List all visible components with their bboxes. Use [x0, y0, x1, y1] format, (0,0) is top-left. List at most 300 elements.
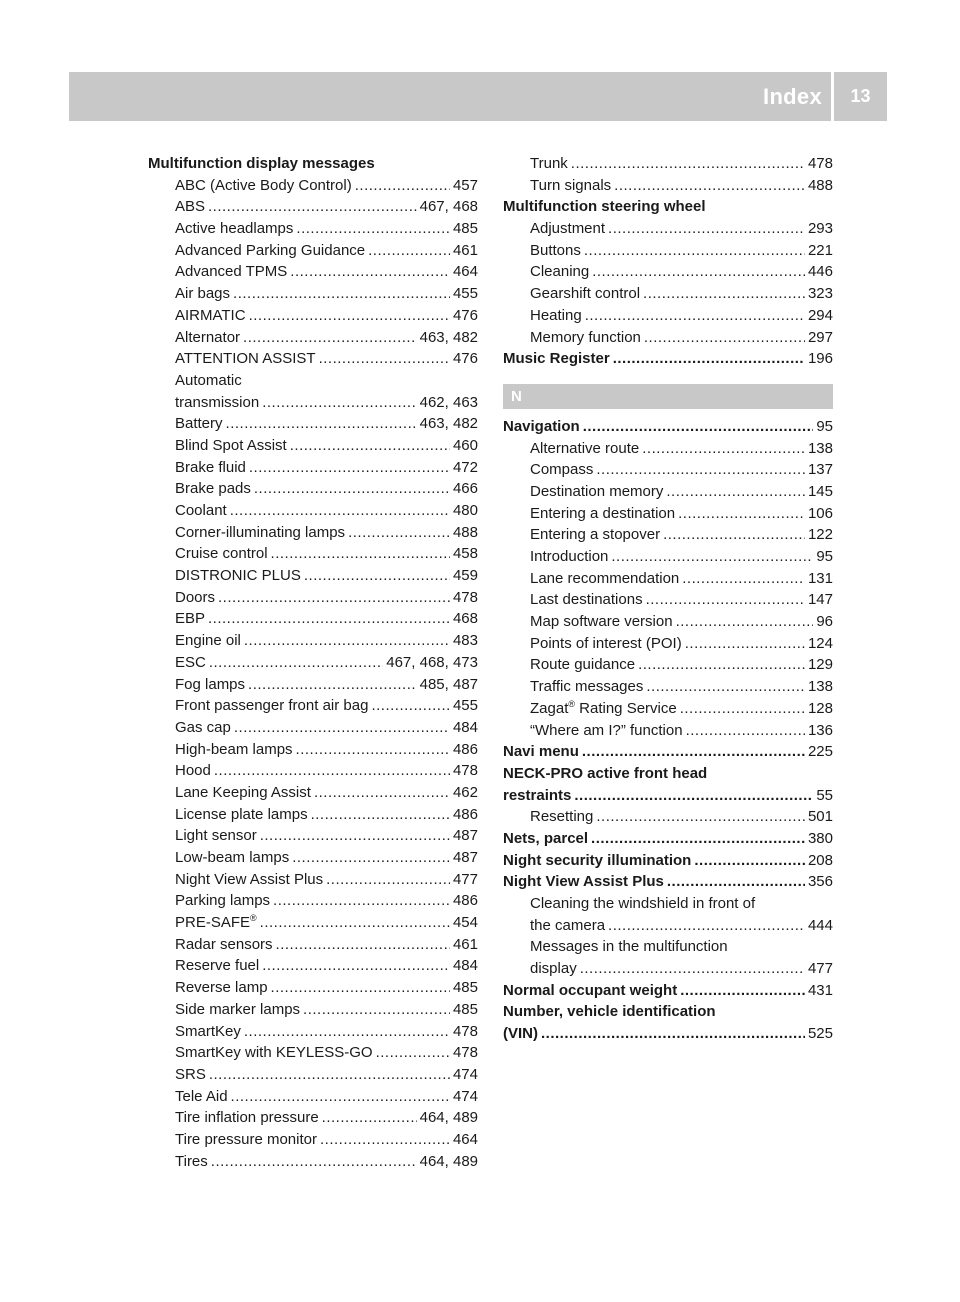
entry-page[interactable]: 380: [807, 829, 833, 847]
leader-dots: [214, 760, 450, 782]
index-entry[interactable]: [148, 652, 478, 674]
entry-page[interactable]: 136: [807, 721, 833, 739]
entry-label: Normal occupant weight: [503, 981, 678, 999]
entry-label: [175, 804, 308, 826]
entry-label: [530, 654, 635, 676]
entry-label: [175, 522, 345, 544]
entry-page[interactable]: 145: [807, 482, 833, 500]
page-number: 13: [850, 86, 871, 106]
leader-dots: [663, 524, 805, 546]
index-entry[interactable]: [148, 218, 478, 240]
entry-label: [530, 305, 582, 327]
entry-label: [175, 305, 246, 327]
index-entry[interactable]: [503, 785, 833, 807]
entry-page[interactable]: 196: [807, 350, 833, 368]
leader-dots: [254, 478, 450, 500]
leader-dots: [311, 804, 450, 826]
entry-page[interactable]: 466: [452, 480, 478, 498]
index-entry[interactable]: [148, 825, 478, 847]
entry-label-text: Hood: [175, 762, 211, 780]
entry-page[interactable]: 478: [452, 588, 478, 606]
index-entry[interactable]: [148, 890, 478, 912]
index-entry[interactable]: [503, 481, 833, 503]
entry-page[interactable]: 55: [816, 786, 833, 804]
entry-label-text: the camera: [530, 916, 606, 934]
leader-dots: [376, 1042, 450, 1064]
entry-page[interactable]: 525: [807, 1025, 833, 1043]
index-entry[interactable]: [503, 348, 833, 370]
leader-dots: [230, 500, 450, 522]
entry-label-text: Tire inflation pressure: [175, 1109, 319, 1127]
entry-label: [175, 1086, 228, 1108]
registered-mark: ®: [568, 698, 575, 709]
entry-label: [175, 1042, 373, 1064]
entry-label: [530, 503, 675, 525]
header-bar: [69, 72, 887, 121]
entry-page[interactable]: 457: [452, 176, 478, 194]
entry-page[interactable]: 137: [807, 461, 833, 479]
entry-page[interactable]: 444: [807, 916, 833, 934]
entry-page[interactable]: 474: [452, 1065, 478, 1083]
entry-page[interactable]: 485: [452, 1000, 478, 1018]
entry-page[interactable]: 95: [816, 548, 833, 565]
index-entry[interactable]: [503, 850, 833, 872]
entry-label: [175, 283, 230, 305]
index-entry[interactable]: [503, 806, 833, 828]
entry-label-text: Alternative route: [530, 439, 640, 457]
entry-label-text: ATTENTION ASSIST: [175, 350, 316, 368]
index-entry[interactable]: [148, 587, 478, 609]
entry-page[interactable]: 486: [452, 740, 478, 758]
entry-label-text: Advanced TPMS: [175, 263, 288, 281]
leader-dots: [608, 218, 805, 240]
entry-page[interactable]: 124: [807, 634, 833, 652]
entry-label-text: ESC: [175, 653, 206, 671]
leader-dots: [234, 717, 450, 739]
index-entry[interactable]: [148, 739, 478, 761]
index-entry[interactable]: [503, 1023, 833, 1045]
entry-page[interactable]: 462, 463: [419, 393, 478, 411]
entry-page[interactable]: 131: [807, 569, 833, 587]
header-title: Index: [763, 84, 822, 109]
leader-dots: [262, 392, 416, 414]
leader-dots: [233, 283, 450, 305]
entry-label: [175, 218, 293, 240]
entry-label: [530, 589, 643, 611]
entry-label: Music Register: [503, 350, 610, 368]
index-entry[interactable]: [503, 633, 833, 655]
entry-label: [530, 698, 677, 720]
entry-page[interactable]: 446: [807, 263, 833, 281]
index-entry[interactable]: [148, 500, 478, 522]
entry-page[interactable]: 484: [452, 957, 478, 975]
leader-dots: [585, 305, 805, 327]
entry-label: [175, 196, 205, 218]
index-entry[interactable]: [148, 869, 478, 891]
entry-label-text: Night View Assist Plus: [175, 870, 324, 888]
index-entry[interactable]: [148, 912, 478, 934]
entry-page[interactable]: 477: [452, 870, 478, 888]
leader-dots: [249, 457, 450, 479]
index-entry[interactable]: [503, 416, 833, 438]
index-entry[interactable]: [148, 630, 478, 652]
entry-label-text: Engine oil: [175, 632, 241, 650]
entry-page[interactable]: 138: [807, 439, 833, 457]
entry-label: [175, 565, 301, 587]
entry-label-text: Fog lamps: [175, 675, 246, 693]
index-entry[interactable]: [148, 1129, 478, 1151]
entry-label-text: Last destinations: [530, 591, 643, 609]
leader-dots: [276, 934, 450, 956]
entry-label-text: Tire pressure monitor: [175, 1130, 317, 1148]
entry-page[interactable]: 464, 489: [419, 1109, 478, 1127]
entry-label: [530, 611, 673, 633]
registered-mark: ®: [250, 913, 257, 924]
entry-label: [175, 1107, 319, 1129]
heading-label: Multifunction steering wheel: [503, 198, 706, 216]
index-entry[interactable]: [148, 1064, 478, 1086]
entry-page[interactable]: 460: [452, 436, 478, 454]
entry-label: [175, 392, 259, 414]
entry-page[interactable]: 208: [807, 851, 833, 869]
leader-dots: [592, 261, 805, 283]
index-entry[interactable]: [148, 674, 478, 696]
entry-label: Navigation: [503, 417, 580, 435]
leader-dots: [686, 720, 805, 742]
index-entry[interactable]: [503, 438, 833, 460]
entry-page[interactable]: 488: [452, 523, 478, 541]
entry-label-text: Reverse lamp: [175, 979, 268, 997]
entry-label-text: SmartKey with KEYLESS-GO: [175, 1044, 373, 1062]
entry-label-text: Parking lamps: [175, 892, 271, 910]
index-entry[interactable]: [148, 283, 478, 305]
entry-page[interactable]: 488: [807, 176, 833, 194]
entry-label-text: display: [530, 960, 577, 978]
entry-label-rest: Rating Service: [575, 699, 677, 717]
index-entry[interactable]: [503, 654, 833, 676]
index-entry[interactable]: [503, 546, 833, 568]
index-entry[interactable]: [503, 153, 833, 175]
index-entry[interactable]: [503, 503, 833, 525]
index-entry[interactable]: [148, 934, 478, 956]
entry-label: restraints: [503, 786, 572, 804]
leader-dots: [694, 850, 805, 872]
entry-page[interactable]: 476: [452, 350, 478, 368]
entry-page[interactable]: 129: [807, 656, 833, 674]
entry-label-text: AIRMATIC: [175, 306, 246, 324]
entry-label: [175, 327, 240, 349]
entry-label: [175, 240, 365, 262]
leader-dots: [611, 546, 813, 568]
index-entry[interactable]: [148, 999, 478, 1021]
entry-page[interactable]: 293: [807, 220, 833, 238]
index-entry[interactable]: [148, 196, 478, 218]
entry-label: [530, 915, 605, 937]
entry-label: [175, 1021, 241, 1043]
entry-page[interactable]: 122: [807, 526, 833, 544]
index-entry[interactable]: [148, 392, 478, 414]
entry-label-text: Adjustment: [530, 220, 606, 238]
index-entry[interactable]: [503, 741, 833, 763]
entry-page[interactable]: 431: [807, 981, 833, 999]
entry-page[interactable]: 464: [452, 263, 478, 281]
leader-dots: [208, 608, 450, 630]
entry-label-text: Entering a destination: [530, 504, 676, 522]
entry-page[interactable]: 478: [452, 1044, 478, 1062]
entry-page[interactable]: 454: [452, 914, 478, 932]
index-entry[interactable]: [148, 478, 478, 500]
index-entry[interactable]: [503, 958, 833, 980]
entry-label: [175, 825, 257, 847]
entry-label: Number, vehicle identification: [503, 1003, 716, 1021]
index-entry[interactable]: [148, 1107, 478, 1129]
index-entry[interactable]: [148, 327, 478, 349]
leader-dots: [304, 565, 450, 587]
index-entry[interactable]: [148, 305, 478, 327]
entry-page[interactable]: 461: [452, 935, 478, 953]
entry-page[interactable]: 221: [807, 241, 833, 259]
entry-label-text: SRS: [175, 1065, 206, 1083]
entry-label: [175, 1151, 208, 1173]
entry-label: [175, 175, 352, 197]
entry-label: [530, 153, 568, 175]
leader-dots: [613, 348, 805, 370]
leader-dots: [249, 305, 450, 327]
leader-dots: [209, 652, 383, 674]
entry-page[interactable]: 294: [807, 306, 833, 324]
index-entry[interactable]: [503, 611, 833, 633]
entry-label-text: EBP: [175, 610, 206, 628]
index-entry[interactable]: [503, 720, 833, 742]
entry-page[interactable]: 478: [452, 1022, 478, 1040]
entry-label: [175, 674, 245, 696]
entry-page[interactable]: 487: [452, 849, 478, 866]
entry-page[interactable]: 138: [807, 678, 833, 696]
entry-label-text: Heating: [530, 306, 582, 324]
leader-dots: [638, 654, 805, 676]
entry-page[interactable]: 323: [807, 285, 833, 303]
index-entry[interactable]: [503, 568, 833, 590]
entry-page[interactable]: 461: [452, 241, 478, 259]
index-entry[interactable]: [148, 522, 478, 544]
entry-page[interactable]: 464: [452, 1130, 478, 1148]
entry-page[interactable]: 486: [452, 892, 478, 910]
index-entry[interactable]: [148, 565, 478, 587]
entry-page[interactable]: 225: [807, 743, 833, 761]
entry-page[interactable]: 477: [807, 960, 833, 978]
leader-dots: [596, 806, 805, 828]
entry-label: [175, 1064, 206, 1086]
entry-label-text: Alternator: [175, 328, 241, 346]
entry-page[interactable]: 455: [452, 285, 478, 303]
entry-page[interactable]: 487: [452, 827, 478, 845]
index-entry[interactable]: [148, 543, 478, 565]
section-letter-bar: N: [503, 384, 833, 409]
entry-page[interactable]: 468: [452, 610, 478, 628]
entry-label-text: Active headlamps: [175, 220, 294, 238]
index-column-left: [148, 153, 478, 1172]
index-entry[interactable]: [503, 524, 833, 546]
entry-label: [530, 438, 639, 460]
index-entry[interactable]: [148, 261, 478, 283]
entry-page[interactable]: 476: [452, 306, 478, 324]
entry-page[interactable]: 458: [452, 545, 478, 563]
index-entry[interactable]: [148, 435, 478, 457]
entry-label-text: Destination memory: [530, 482, 664, 500]
entry-page[interactable]: 485: [452, 220, 478, 238]
entry-label: [175, 370, 242, 392]
entry-page[interactable]: 485, 487: [419, 675, 478, 693]
entry-label: [530, 261, 589, 283]
index-entry[interactable]: [148, 413, 478, 435]
index-entry[interactable]: [148, 804, 478, 826]
index-entry[interactable]: [503, 175, 833, 197]
index-entry[interactable]: [148, 847, 478, 869]
entry-page[interactable]: 463, 482: [419, 328, 478, 346]
index-entry[interactable]: [148, 1086, 478, 1108]
leader-dots: [680, 698, 805, 720]
leader-dots: [231, 1086, 450, 1108]
entry-label: [175, 934, 273, 956]
entry-page[interactable]: 485: [452, 979, 478, 997]
entry-label: [530, 283, 640, 305]
entry-label-text: Tires: [175, 1152, 208, 1170]
entry-label-text: transmission: [175, 393, 260, 411]
index-entry[interactable]: [148, 1042, 478, 1064]
entry-label: [530, 633, 682, 655]
entry-label: [530, 175, 611, 197]
index-entry[interactable]: [503, 828, 833, 850]
index-entry[interactable]: [503, 698, 833, 720]
leader-dots: [290, 435, 450, 457]
index-entry[interactable]: [148, 1151, 478, 1173]
entry-page[interactable]: 467, 468, 473: [386, 653, 478, 671]
entry-label-text: Doors: [175, 588, 216, 606]
entry-label-text: Route guidance: [530, 656, 636, 674]
leader-dots: [322, 1107, 417, 1129]
entry-page[interactable]: 467, 468: [419, 198, 478, 216]
index-entry[interactable]: [148, 955, 478, 977]
entry-page[interactable]: 478: [807, 155, 833, 172]
leader-dots: [292, 847, 450, 869]
leader-dots: [678, 503, 805, 525]
index-entry[interactable]: [148, 760, 478, 782]
entry-page[interactable]: 474: [452, 1087, 478, 1105]
entry-label-text: High-beam lamps: [175, 740, 293, 758]
index-entry[interactable]: [503, 305, 833, 327]
entry-page[interactable]: 478: [452, 762, 478, 780]
leader-dots: [574, 785, 813, 807]
entry-page[interactable]: 297: [807, 328, 833, 346]
index-entry[interactable]: [503, 589, 833, 611]
entry-label-text: Entering a stopover: [530, 526, 661, 544]
entry-label: Navi menu: [503, 743, 579, 761]
entry-page[interactable]: 483: [452, 632, 478, 650]
entry-label-text: Gas cap: [175, 718, 231, 736]
leader-dots: [271, 543, 450, 565]
index-entry[interactable]: [148, 175, 478, 197]
index-entry[interactable]: [503, 459, 833, 481]
entry-page[interactable]: 486: [452, 805, 478, 823]
leader-dots: [303, 999, 450, 1021]
leader-dots: [211, 1151, 417, 1173]
entry-page[interactable]: 455: [452, 697, 478, 715]
entry-label-text: Resetting: [530, 808, 594, 826]
entry-label: [175, 955, 259, 977]
entry-page[interactable]: 96: [816, 613, 833, 631]
index-entry[interactable]: [148, 1021, 478, 1043]
leader-dots: [208, 196, 417, 218]
entry-label: [530, 240, 581, 262]
entry-page[interactable]: 356: [807, 873, 833, 891]
entry-page[interactable]: 464, 489: [419, 1152, 478, 1170]
leader-dots: [260, 912, 450, 934]
entry-label: [175, 912, 257, 934]
entry-label-text: Brake fluid: [175, 458, 246, 476]
leader-dots: [682, 568, 805, 590]
leader-dots: [676, 611, 814, 633]
entry-page[interactable]: 472: [452, 458, 478, 476]
entry-label: [530, 459, 593, 481]
leader-dots: [646, 589, 805, 611]
index-entry[interactable]: [503, 327, 833, 349]
index-entry[interactable]: [503, 915, 833, 937]
entry-label-text: Lane recommendation: [530, 569, 680, 587]
index-entry[interactable]: [503, 871, 833, 893]
index-entry[interactable]: [503, 676, 833, 698]
index-entry[interactable]: [503, 980, 833, 1002]
entry-page[interactable]: 128: [807, 699, 833, 717]
index-entry[interactable]: [503, 240, 833, 262]
entry-page[interactable]: 501: [807, 808, 833, 826]
index-entry[interactable]: [503, 261, 833, 283]
entry-label-text: Introduction: [530, 548, 609, 565]
entry-page[interactable]: 95: [816, 417, 833, 435]
leader-dots: [314, 782, 450, 804]
index-entry[interactable]: [148, 608, 478, 630]
entry-label: [530, 676, 643, 698]
leader-dots: [271, 977, 450, 999]
index-entry[interactable]: [148, 717, 478, 739]
leader-dots: [296, 218, 450, 240]
entry-label-text: Low-beam lamps: [175, 849, 290, 866]
entry-label-text: Buttons: [530, 241, 581, 259]
leader-dots: [680, 980, 805, 1002]
index-entry[interactable]: [148, 457, 478, 479]
entry-page[interactable]: 463, 482: [419, 415, 478, 433]
index-entry[interactable]: [148, 695, 478, 717]
entry-label: [175, 1129, 317, 1151]
index-entry[interactable]: [503, 218, 833, 240]
index-entry: [148, 370, 478, 392]
index-entry[interactable]: [148, 348, 478, 370]
leader-dots: [296, 739, 450, 761]
entry-page[interactable]: 484: [452, 718, 478, 736]
index-entry-line1: [503, 936, 833, 958]
entry-page[interactable]: 462: [452, 783, 478, 801]
index-entry[interactable]: [148, 240, 478, 262]
entry-label-text: Radar sensors: [175, 935, 273, 953]
entry-page[interactable]: 147: [807, 591, 833, 609]
entry-page[interactable]: 480: [452, 502, 478, 519]
index-entry[interactable]: [148, 977, 478, 999]
entry-label-text: Front passenger front air bag: [175, 697, 369, 715]
index-entry[interactable]: [148, 782, 478, 804]
leader-dots: [582, 741, 805, 763]
index-entry[interactable]: [503, 283, 833, 305]
entry-page[interactable]: 459: [452, 567, 478, 585]
entry-page[interactable]: 106: [807, 504, 833, 522]
